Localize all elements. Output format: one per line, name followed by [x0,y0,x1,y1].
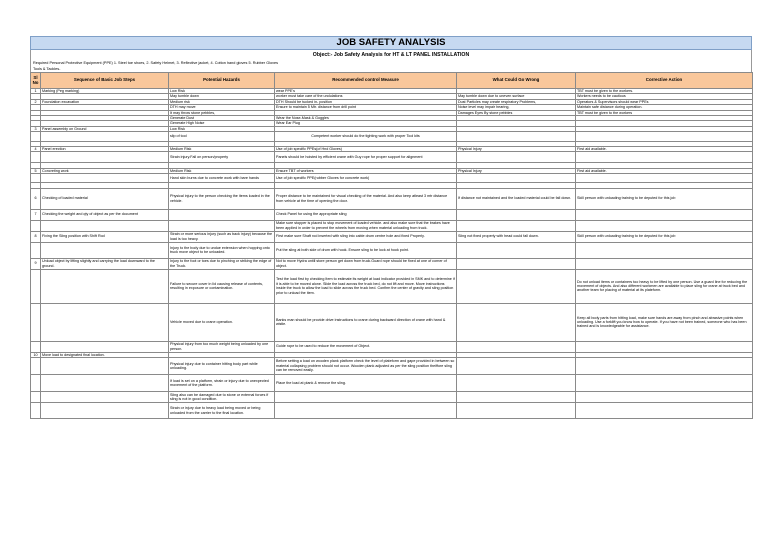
row-what-could-go-wrong [457,220,576,231]
row-control-measure: worker must take care of the undulations [275,94,457,99]
row-what-could-go-wrong [457,269,576,303]
row-what-could-go-wrong [457,242,576,258]
row-corrective-action [576,392,753,403]
document-subtitle: Object:- Job Safety Analysis for HT & LT PANEL INSTALLATION [30,50,752,60]
row-control-measure: Proper distance to be maintained for visual checking of the material. And also keep atleast 3 mtr distance from vehicle at the time of opening the door. [275,188,457,209]
row-corrective-action: Operators & Supervisors should wear PPEs [576,99,753,104]
row-job-step [41,303,169,341]
row-job-step: Concreting work [41,168,169,173]
table-row [31,258,753,269]
row-corrective-action: Workers needs to be cautious [576,94,753,99]
row-corrective-action: Keep all body parts from hitting load, make sure hands are away from pinch and abrasive points when unloading. Use a forklift you know how to operate. If you have not been trained, someone who has been trained and is knowledgeable for assistance. [576,303,753,341]
row-corrective-action [576,403,753,419]
row-job-step [41,392,169,403]
row-hazard: Medium Risk [169,146,275,151]
header-sl: Sl No [31,73,41,89]
row-job-step: Move load to designated final location. [41,352,169,357]
row-control-measure: Make sure stopper is placed to stop movement of loaded vehicle. and also make sure that the brakes have been applied in order to prevent the wheels from moving when material unloading from truck. [275,220,457,231]
row-corrective-action: First aid available. [576,146,753,151]
row-corrective-action: Skill person with unloading training to be deputed for this job [576,231,753,242]
row-job-step [41,173,169,183]
row-job-step [41,358,169,375]
table-row [31,269,753,303]
row-what-could-go-wrong [457,341,576,352]
row-control-measure: wear PPE's [275,89,457,94]
row-sl-no [31,303,41,341]
table-row [31,392,753,403]
table-row [31,231,753,242]
row-corrective-action [576,173,753,183]
row-corrective-action [576,242,753,258]
header-corrective: Corrective Action [576,73,753,89]
tools-line: Tools & Tackles- [30,66,752,72]
row-job-step [41,269,169,303]
row-what-could-go-wrong: Damages Eyes By stone pebbles [457,110,576,115]
row-what-could-go-wrong [457,132,576,142]
row-corrective-action [576,152,753,163]
header-hazards: Potential Hazards [169,73,275,89]
row-hazard: Strain injury.Fall on person/property [169,152,275,163]
row-hazard: Hand skin burns due to concrete work with bare hands [169,173,275,183]
table-row [31,132,753,142]
row-what-could-go-wrong: Dust Particles may create respiratory Problems, [457,99,576,104]
row-corrective-action [576,258,753,269]
row-sl-no [31,358,41,375]
row-control-measure: Banks man should be provide drive instructions to crane during backward direction of crane with hand & wistle. [275,303,457,341]
row-hazard: Injury to the body due to undue extension when hopping onto truck move object to be unloaded. [169,242,275,258]
row-corrective-action [576,132,753,142]
table-row [31,341,753,352]
row-job-step [41,242,169,258]
row-control-measure: Test the load first by checking Item to estimate its weight at load indicator provided in SMK and to determine if it is able to be moved alone. Slide the load across the truck bed, do not lift and move. Move instructions inside the truck to allow the load to slide across the truck bed. Confirm the center of gravity and sling position prior to unload the item. [275,269,457,303]
row-sl-no [31,341,41,352]
row-corrective-action: Maintain safe distance during operation. [576,105,753,110]
row-corrective-action [576,358,753,375]
row-job-step: Panel assembly on Ground [41,126,169,131]
row-what-could-go-wrong: Physical Injury [457,168,576,173]
row-sl-no [31,392,41,403]
row-what-could-go-wrong [457,152,576,163]
row-control-measure: Use of job specific PPEs(of Hnd Gloves) [275,146,457,151]
row-sl-no: 6 [31,188,41,209]
row-hazard: slip of tool [169,132,275,142]
ppe-line: Required Personal Protective Equipment (PPE) 1. Steel toe shoes, 2. Safety Helmet, 3. Reflective jacket, 4. Cotton hand gloves 5. Rubber Gloves [30,60,752,66]
row-sl-no: 1 [31,89,41,94]
row-corrective-action: Skill person with unloading training to be deputed for this job [576,188,753,209]
row-sl-no: 2 [31,99,41,104]
row-job-step: Fixing the Sling position with Shift Rod [41,231,169,242]
row-hazard: Physical injury due to container hitting body part while unloading. [169,358,275,375]
row-job-step [41,132,169,142]
table-row [31,188,753,209]
header-wrong: What Could Go Wrong [457,73,576,89]
header-control: Recommended control Measure [275,73,457,89]
row-corrective-action [576,209,753,220]
header-steps: Sequence of Basic Job Steps [41,73,169,89]
row-what-could-go-wrong [457,403,576,419]
row-sl-no [31,269,41,303]
row-hazard: Low Risk [169,89,275,94]
row-sl-no: 9 [31,258,41,269]
row-hazard: Low Risk [169,126,275,131]
row-hazard [169,209,275,220]
row-hazard: Failure to secure cover in lid causing release of contents, resulting in exposure or contamination. [169,269,275,303]
row-hazard: Injury to the foot or toes due to pinching or striking the edge of the Truck. [169,258,275,269]
row-hazard: Sling also can be damaged due to stone or external forces if sling is not in good condition. [169,392,275,403]
row-what-could-go-wrong [457,392,576,403]
row-job-step: Foundation excavation [41,99,169,104]
row-job-step: Checking the weight and qty of object as per the document [41,209,169,220]
row-job-step: Unload object by lifting slightly and carrying the load downward to the ground. [41,258,169,269]
table-row [31,220,753,231]
row-job-step: Marking (Peg marking) [41,89,169,94]
row-hazard: Medium risk [169,99,275,104]
row-hazard: May tumble down [169,94,275,99]
row-hazard: Medium Risk [169,168,275,173]
row-control-measure: Ensure TBT of workers [275,168,457,173]
table-header-row [31,73,753,89]
row-hazard: Physical injury to the person checking the items loaded in the vehicle. [169,188,275,209]
row-corrective-action: Do not unload items or containers too heavy to be lifted by one person. Use a guard line for reducing the movement of objects. And also different workmen are available to place sling for crane at truck bed and another team for placing of material at its plateform. [576,269,753,303]
row-sl-no: 8 [31,231,41,242]
row-hazard: DTH may move [169,105,275,110]
row-hazard: If load is set on a platform, strain or injury due to unexpected movement of the platform. [169,375,275,392]
table-row [31,209,753,220]
table-row [31,358,753,375]
row-sl-no: 3 [31,126,41,131]
row-hazard: Generate Dust [169,116,275,121]
row-corrective-action [576,220,753,231]
jsa-table [30,72,753,419]
row-control-measure: First make sure Shaft rod inserted with sling into cable drum centre hole and fixed Properly. [275,231,457,242]
table-row [31,242,753,258]
row-control-measure: DTH Should be tucked in- position [275,99,457,104]
row-corrective-action: TBT must be given to the workers. [576,89,753,94]
row-hazard: Strain or injury due to heavy load being moved or being unloaded from the carrier to the final location. [169,403,275,419]
row-control-measure: Use of job specific PPE(rubber Gloves for concrete work) [275,173,457,183]
row-control-measure: Wear Ear Plug [275,121,457,126]
row-corrective-action: First aid available. [576,168,753,173]
row-what-could-go-wrong [457,375,576,392]
row-control-measure: Ensure to maintain 5 Mtr. distance from drill point [275,105,457,110]
row-control-measure: Before setting a load on wooden plank platform check the level of plateform and gape provided in between so material collapsing problem should not occur. Wooden plank adjusted as per the sling position theiffore sling can be removed easily. [275,358,457,375]
row-job-step [41,403,169,419]
row-control-measure: Wear the Nose-Mask & Goggles [275,116,457,121]
row-control-measure [275,392,457,403]
table-row [31,375,753,392]
row-control-measure: Panels should be hoisted by efficient crane with Guy rope for proper support for alignment [275,152,457,163]
row-sl-no [31,375,41,392]
row-control-measure: Not to move Hydra untill store person get down from truck.Guard rope should be fixed at one of corner of object. [275,258,457,269]
row-hazard [169,220,275,231]
row-what-could-go-wrong [457,173,576,183]
row-what-could-go-wrong: Physical Injury [457,146,576,151]
document-title: JOB SAFETY ANALYSIS [30,36,752,50]
jsa-sheet [30,36,752,419]
row-what-could-go-wrong: If distance not maintained and the loaded material could be fall down. [457,188,576,209]
row-job-step [41,220,169,231]
table-row [31,173,753,183]
row-sl-no [31,173,41,183]
row-sl-no [31,403,41,419]
row-sl-no [31,220,41,231]
table-row [31,303,753,341]
row-what-could-go-wrong: Sling not fixed properly with head could fall down. [457,231,576,242]
row-corrective-action: TBT must be given to the workers [576,110,753,115]
row-what-could-go-wrong [457,358,576,375]
row-sl-no: 7 [31,209,41,220]
row-sl-no [31,242,41,258]
row-sl-no: 5 [31,168,41,173]
row-control-measure: Guide rope to be used to reduce the movement of Object. [275,341,457,352]
row-job-step: Checking of loaded material [41,188,169,209]
row-hazard: It may throw stone pebbles, [169,110,275,115]
row-sl-no: 4 [31,146,41,151]
row-job-step [41,152,169,163]
row-hazard: Physical injury from too much weight being unloaded by one person. [169,341,275,352]
row-sl-no [31,132,41,142]
row-job-step [41,375,169,392]
row-hazard: Generate High Noise [169,121,275,126]
row-control-measure [275,403,457,419]
row-sl-no: 10 [31,352,41,357]
row-hazard: Vehicle moved due to crane operation. [169,303,275,341]
table-row [31,152,753,163]
row-what-could-go-wrong: Noise level may impair hearing, [457,105,576,110]
row-what-could-go-wrong [457,209,576,220]
row-what-could-go-wrong [457,303,576,341]
row-control-measure: Competent worker should do the tighting work with proper Tool kits [275,132,457,142]
row-control-measure: Put the sling at both side of drum with hook. Ensure sling to be lock at hook point. [275,242,457,258]
table-row [31,403,753,419]
row-sl-no [31,152,41,163]
row-what-could-go-wrong: May tumble down due to uneven surface [457,94,576,99]
row-control-measure: Check Panel for using the appropriate sling [275,209,457,220]
row-corrective-action [576,375,753,392]
row-corrective-action [576,341,753,352]
row-job-step [41,341,169,352]
row-job-step: Panel erection [41,146,169,151]
row-control-measure: Place the load at plank & remove the sling. [275,375,457,392]
row-hazard: Strain or more serious injury (such as back injury) because the load is too heavy. [169,231,275,242]
row-what-could-go-wrong [457,258,576,269]
